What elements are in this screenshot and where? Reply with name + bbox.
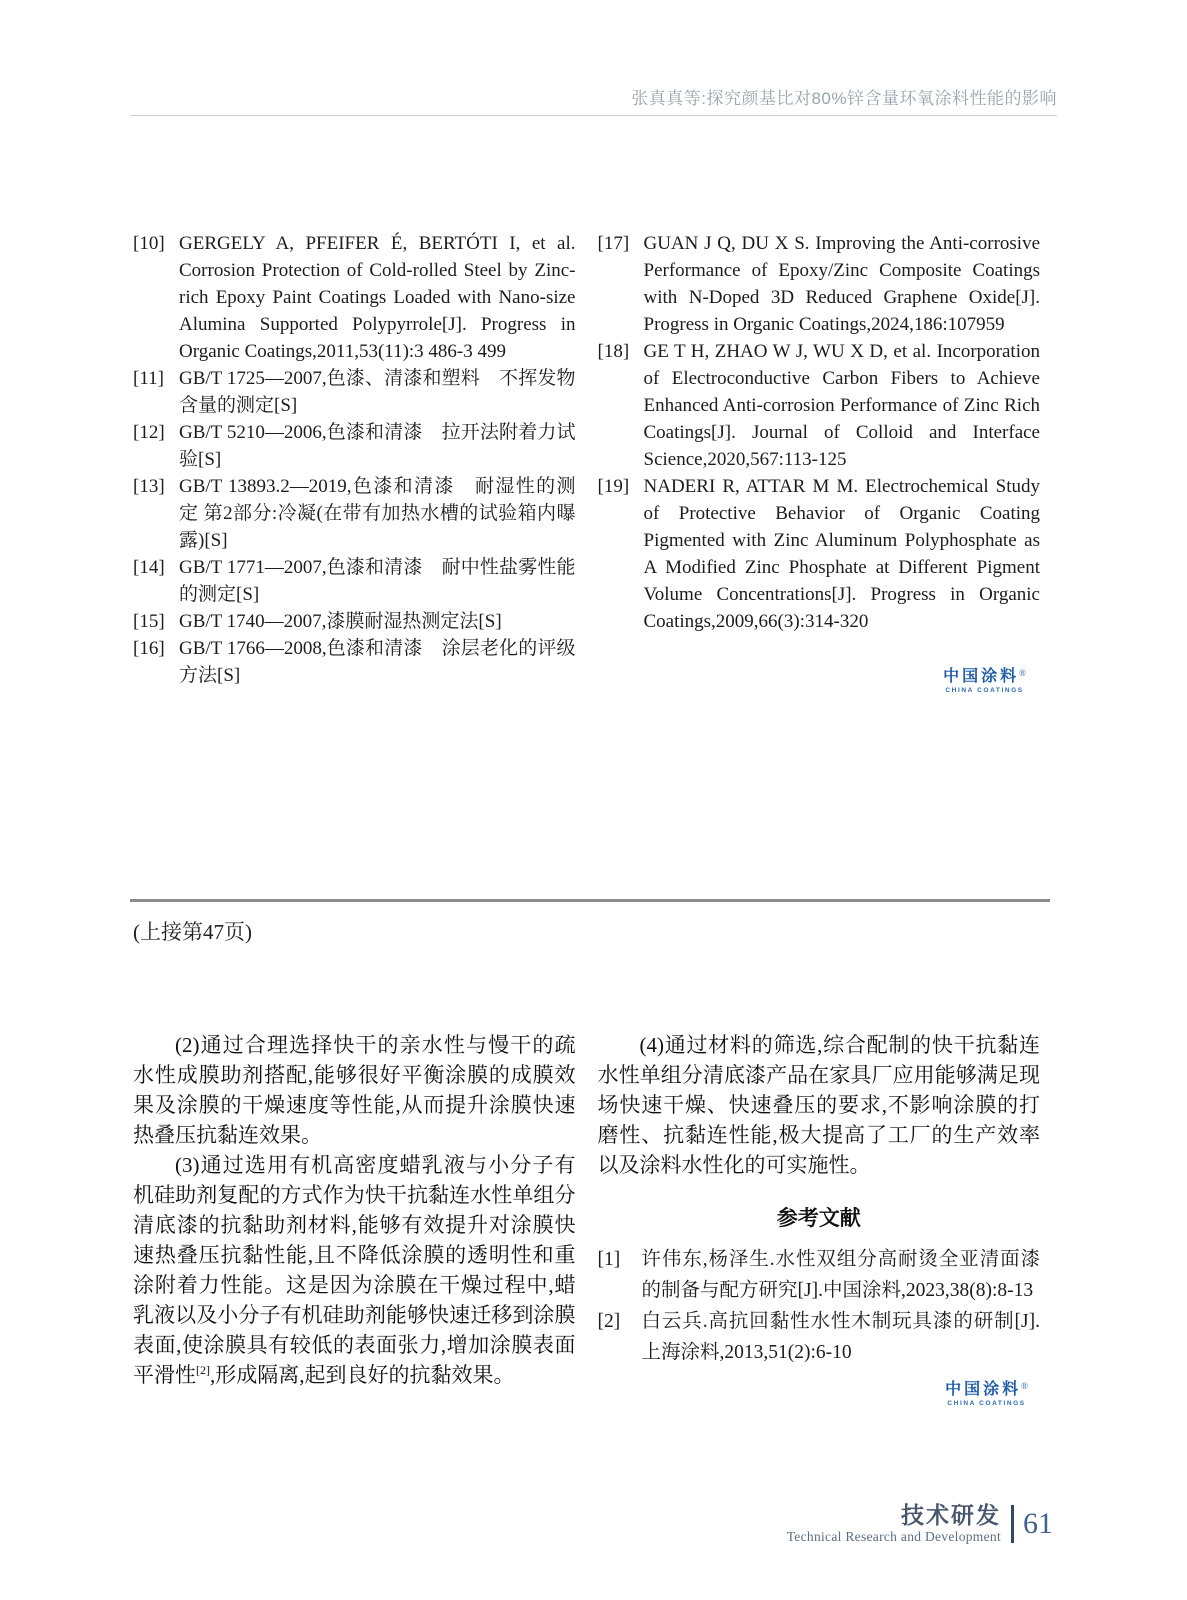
reference-number: [18] [597, 341, 630, 362]
reference-text: GB/T 13893.2—2019,色漆和清漆 耐湿性的测定 第2部分:冷凝(在带有加热水槽的试验箱内曝露)[S] [179, 476, 576, 551]
running-title: 张真真等:探究颜基比对80%锌含量环氧涂料性能的影响 [631, 89, 1057, 108]
paragraph-conclusion-4: (4)通过材料的筛选,综合配制的快干抗黏连水性单组分清底漆产品在家具厂应用能够满足现场快速干燥、快速叠压的要求,不影响涂膜的打磨性、抗黏连性能,极大提高了工厂的生产效率以及涂料水性化的可实施性。 [597, 1033, 1040, 1177]
body-left-column [133, 1030, 576, 1410]
reference-number: [1] [597, 1249, 621, 1270]
logo-text-en: CHINA COATINGS [945, 687, 1024, 694]
reference-entry [133, 473, 576, 554]
body-text-section [133, 1030, 1040, 1410]
top-references-section [133, 230, 1040, 697]
reference-number: [10] [133, 233, 165, 254]
paragraph-conclusion-2: (2)通过合理选择快干的亲水性与慢干的疏水性成膜助剂搭配,能够很好平衡涂膜的成膜效果及涂膜的干燥速度等性能,从而提升涂膜快速热叠压抗黏连效果。 [133, 1033, 576, 1147]
brand-logo-slot-bottom [598, 1382, 1041, 1410]
reference-text: NADERI R, ATTAR M M. Electrochemical Study of Protective Behavior of Organic Coating Pigmented with Zinc Aluminum Polyphosphate as A Modified Zinc Phosphate at Different Pigment Volume Concentrations[J]. Progress in Organic Coatings,2009,66(3):314-320 [643, 476, 1040, 632]
continuation-note: (上接第47页) [133, 920, 252, 944]
reference-entry [598, 338, 1041, 473]
body-right-column [598, 1030, 1041, 1410]
reference-number: [12] [133, 422, 165, 443]
reference-number: [15] [133, 611, 165, 632]
logo-text-en: CHINA COATINGS [947, 1400, 1026, 1407]
section-divider [130, 899, 1050, 902]
registered-mark-icon: ® [1021, 1381, 1028, 1391]
brand-logo-slot-top [598, 669, 1041, 697]
reference-text: 许伟东,杨泽生.水性双组分高耐烫全亚清面漆的制备与配方研究[J].中国涂料,2023,38(8):8-13 [641, 1249, 1040, 1301]
citation-superscript: [2] [196, 1363, 210, 1377]
footer-section-cn: 技术研发 [901, 1501, 1001, 1528]
reference-text: GE T H, ZHAO W J, WU X D, et al. Incorporation of Electroconductive Carbon Fibers to Achieve Enhanced Anti-corrosion Performance of Zinc Rich Coatings[J]. Journal of Colloid and Interface Science,2020,567:113-125 [643, 341, 1040, 470]
reference-entry [598, 1306, 1041, 1368]
footer-section-en: Technical Research and Development [786, 1529, 1001, 1544]
footer-section-labels [787, 1503, 1001, 1545]
logo-text-cn: 中国涂料 [945, 1381, 1022, 1398]
reference-number: [14] [133, 557, 165, 578]
reference-entry [133, 635, 576, 689]
reference-text: GB/T 5210—2006,色漆和清漆 拉开法附着力试验[S] [179, 422, 576, 470]
reference-text: GUAN J Q, DU X S. Improving the Anti-corrosive Performance of Epoxy/Zinc Composite Coatings with N-Doped 3D Reduced Graphene Oxide[J]. Progress in Organic Coatings,2024,186:107959 [643, 233, 1040, 335]
reference-number: [11] [133, 368, 164, 389]
reference-text: GB/T 1766—2008,色漆和清漆 涂层老化的评级方法[S] [179, 638, 576, 686]
page-number: 61 [1023, 1506, 1053, 1540]
reference-number: [13] [133, 476, 165, 497]
reference-entry [598, 230, 1041, 338]
logo-text-cn: 中国涂料 [943, 668, 1020, 685]
page-footer [787, 1503, 1053, 1545]
reference-number: [17] [597, 233, 630, 254]
reference-entry [133, 230, 576, 365]
reference-number: [2] [597, 1311, 621, 1332]
reference-text: GB/T 1771—2007,色漆和清漆 耐中性盐雾性能的测定[S] [179, 557, 576, 605]
reference-entry [598, 473, 1041, 635]
china-coatings-logo [943, 669, 1026, 695]
reference-text: GERGELY A, PFEIFER É, BERTÓTI I, et al. Corrosion Protection of Cold-rolled Steel by Zinc-rich Epoxy Paint Coatings Loaded with Nano-size Alumina Supported Polypyrrole[J]. Progress in Organic Coatings,2011,53(11):3 486-3 499 [179, 233, 576, 362]
reference-number: [16] [133, 638, 165, 659]
reference-text: GB/T 1725—2007,色漆、清漆和塑料 不挥发物含量的测定[S] [179, 368, 576, 416]
footer-divider-bar [1011, 1505, 1014, 1543]
reference-text: 白云兵.高抗回黏性水性木制玩具漆的研制[J].上海涂料,2013,51(2):6-10 [641, 1311, 1040, 1363]
reference-entry [133, 419, 576, 473]
paragraph-text: (3)通过选用有机高密度蜡乳液与小分子有机硅助剂复配的方式作为快干抗黏连水性单组分清底漆的抗黏助剂材料,能够有效提升对涂膜快速热叠压抗黏性能,且不降低涂膜的透明性和重涂附着力性能。这是因为涂膜在干燥过程中,蜡乳液以及小分子有机硅助剂能够快速迁移到涂膜表面,使涂膜具有较低的表面张力,增加涂膜表面平滑性 [133, 1153, 576, 1387]
paragraph-text: ,形成隔离,起到良好的抗黏效果。 [210, 1363, 515, 1387]
china-coatings-logo [945, 1382, 1028, 1408]
running-header [130, 84, 1057, 116]
references-heading: 参考文献 [776, 1207, 861, 1230]
references-left-column [133, 230, 576, 697]
reference-number: [19] [597, 476, 630, 497]
registered-mark-icon: ® [1019, 668, 1026, 678]
reference-text: GB/T 1740—2007,漆膜耐湿热测定法[S] [179, 611, 502, 632]
references-right-column [598, 230, 1041, 697]
reference-entry [133, 608, 576, 635]
paragraph-conclusion-3 [133, 1150, 576, 1390]
reference-entry [133, 554, 576, 608]
reference-entry [133, 365, 576, 419]
reference-entry [598, 1244, 1041, 1306]
